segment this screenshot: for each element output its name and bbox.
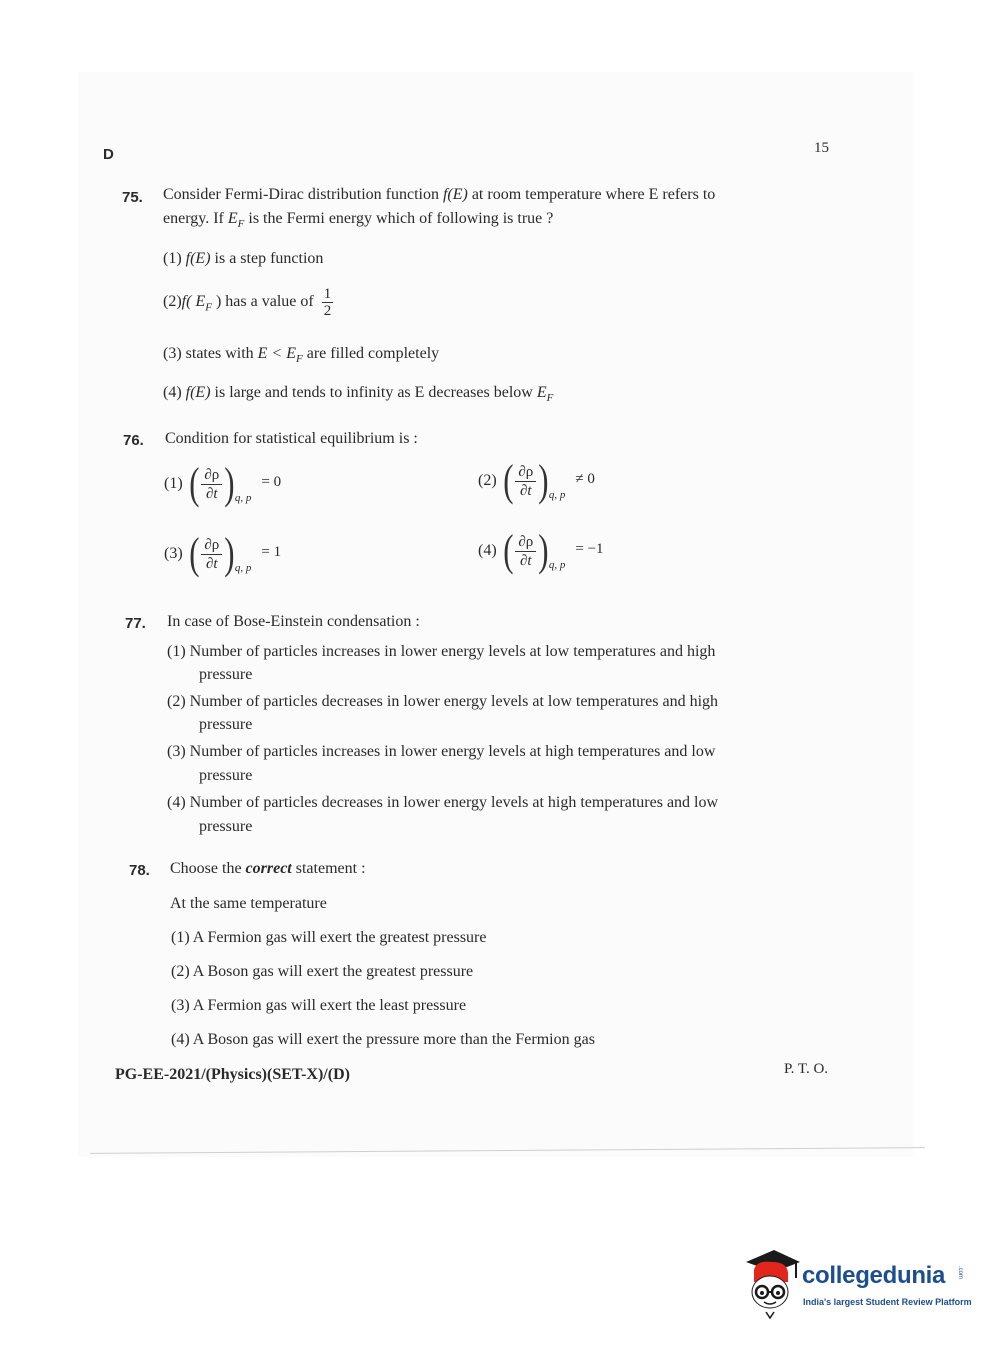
question-75-number: 75. (122, 189, 143, 206)
question-77-text: In case of Bose-Einstein condensation : (167, 613, 420, 630)
question-75-option-1: (1) f(E) is a step function (163, 250, 324, 267)
brand-dotcom: .com (957, 1266, 963, 1280)
partial-derivative: $\frac{\partial\rho}{\partial t}$ (515, 533, 536, 570)
mascot-icon (742, 1248, 802, 1320)
paper-code: PG-EE-2021/(Physics)(SET-X)/(D) (115, 1066, 350, 1083)
brand-tagline: India's largest Student Review Platform (803, 1297, 972, 1307)
question-78-preface: At the same temperature (170, 895, 327, 912)
question-75-option-3: (3) states with $E < E_F$ are filled completely (163, 345, 440, 366)
please-turn-over: P. T. O. (784, 1061, 829, 1077)
question-78-option-3: (3) A Fermion gas will exert the least pressure (171, 997, 467, 1014)
question-76-text: Condition for statistical equilibrium is : (165, 430, 418, 447)
question-77-option-1-cont: pressure (199, 666, 253, 683)
partial-derivative: $\frac{\partial\rho}{\partial t}$ (201, 466, 222, 503)
question-78-option-4: (4) A Boson gas will exert the pressure more than the Fermion gas (171, 1031, 595, 1048)
question-78-option-2: (2) A Boson gas will exert the greatest pressure (171, 963, 474, 980)
question-77-option-2-cont: pressure (199, 716, 253, 733)
question-75-option-4: (4) f(E) is large and tends to infinity as E decreases below $E_F$ (163, 384, 554, 405)
brand-name: collegedunia (802, 1262, 946, 1289)
question-77-option-2: (2) Number of particles decreases in lower energy levels at low temperatures and high (167, 693, 719, 710)
question-75-option-2: (2)f( $E_F$ ) has a value of $\frac{1}{2}$ (163, 286, 332, 319)
question-76-number: 76. (123, 432, 144, 449)
question-76-option-2: (2) ( $\frac{\partial\rho}{\partial t}$ ) q, p ≠ 0 (478, 456, 595, 505)
question-78-text: Choose the correct statement : (170, 860, 366, 877)
question-76-option-4: (4) ( $\frac{\partial\rho}{\partial t}$ ) q, p = −1 (478, 526, 604, 575)
question-78-number: 78. (129, 862, 150, 879)
set-letter: D (103, 146, 114, 163)
question-78-option-1: (1) A Fermion gas will exert the greatest pressure (171, 929, 487, 946)
question-75-line1: Consider Fermi-Dirac distribution function f(E) at room temperature where E refers to (163, 186, 716, 203)
question-77-number: 77. (125, 615, 146, 632)
fraction-one-half: $\frac{1}{2}$ (323, 286, 332, 319)
question-75-line2: energy. If $E_F$ is the Fermi energy which of following is true ? (163, 210, 554, 231)
question-77-option-3-cont: pressure (199, 767, 253, 784)
question-77-option-1: (1) Number of particles increases in lower energy levels at low temperatures and high (167, 643, 716, 660)
partial-derivative: $\frac{\partial\rho}{\partial t}$ (201, 536, 222, 573)
question-77-option-4-cont: pressure (199, 818, 253, 835)
question-77-option-4: (4) Number of particles decreases in lower energy levels at high temperatures and low (167, 794, 719, 811)
question-76-option-1: (1) ( $\frac{\partial\rho}{\partial t}$ ) q, p = 0 (164, 459, 282, 508)
question-76-option-3: (3) ( $\frac{\partial\rho}{\partial t}$ ) q, p = 1 (164, 529, 282, 578)
page-number: 15 (814, 140, 829, 156)
partial-derivative: $\frac{\partial\rho}{\partial t}$ (515, 463, 536, 500)
collegedunia-logo (742, 1248, 972, 1320)
question-77-option-3: (3) Number of particles increases in lower energy levels at high temperatures and low (167, 743, 716, 760)
